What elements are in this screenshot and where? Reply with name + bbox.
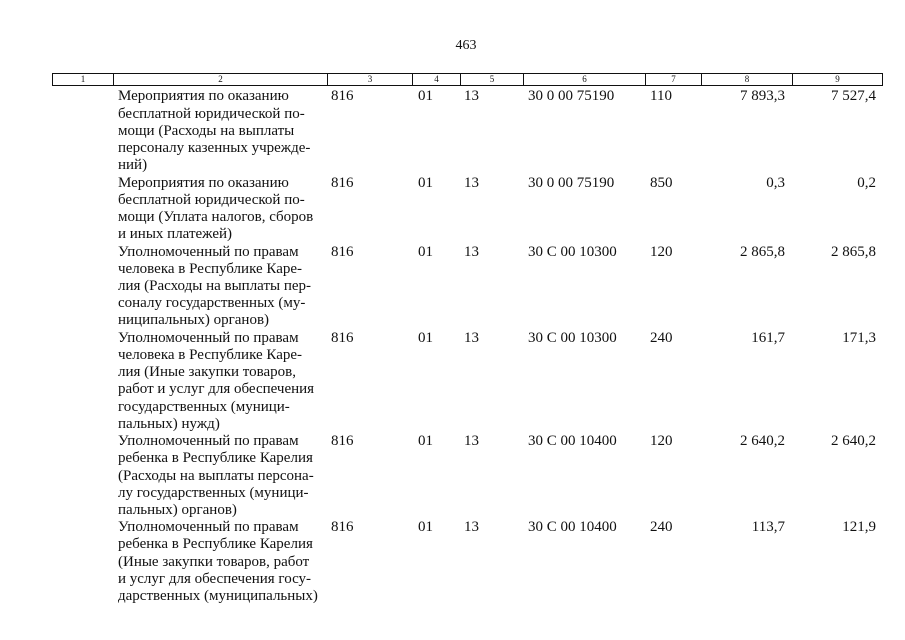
row-name-line: лу государственных (муници- xyxy=(118,484,309,501)
cell-col-7: 240 xyxy=(650,329,673,346)
row-name-line: ребенка в Республике Карелия xyxy=(118,450,313,467)
row-name-line: мощи (Расходы на выплаты xyxy=(118,122,295,139)
row-name-line: человека в Республике Каре- xyxy=(118,260,303,277)
cell-col-9: 2 865,8 xyxy=(831,243,876,260)
row-name-line: пальных) органов) xyxy=(118,502,237,519)
header-cell-9: 9 xyxy=(792,74,882,85)
cell-col-7: 120 xyxy=(650,243,673,260)
cell-col-3: 816 xyxy=(331,519,354,536)
row-name xyxy=(118,330,328,433)
cell-col-8: 0,3 xyxy=(766,174,785,191)
row-name-line: ниципальных) органов) xyxy=(118,312,270,329)
row-name xyxy=(118,244,328,330)
row-name-line: Мероприятия по оказанию xyxy=(118,174,289,191)
row-name-line: (Иные закупки товаров, работ xyxy=(118,553,310,570)
row-name-line: персоналу казенных учрежде- xyxy=(118,140,311,157)
cell-col-3: 816 xyxy=(331,174,354,191)
cell-col-5: 13 xyxy=(464,174,479,191)
cell-col-3: 816 xyxy=(331,433,354,450)
cell-col-7: 110 xyxy=(650,88,672,105)
header-cell-8: 8 xyxy=(701,74,792,85)
row-name xyxy=(118,519,328,605)
cell-col-6: 30 0 00 75190 xyxy=(528,88,615,105)
table-body xyxy=(0,88,905,605)
header-cell-1: 1 xyxy=(80,74,86,84)
row-name-line: лия (Иные закупки товаров, xyxy=(118,364,296,381)
cell-col-4: 01 xyxy=(418,519,433,536)
row-name-line: государственных (муници- xyxy=(118,398,290,415)
cell-col-8: 2 640,2 xyxy=(740,433,785,450)
table-row xyxy=(0,175,905,244)
row-name xyxy=(118,433,328,519)
cell-col-9: 2 640,2 xyxy=(831,433,876,450)
header-cell-7: 7 xyxy=(645,74,701,85)
cell-col-9: 0,2 xyxy=(857,174,876,191)
cell-col-4: 01 xyxy=(418,243,433,260)
cell-col-5: 13 xyxy=(464,519,479,536)
cell-col-4: 01 xyxy=(418,433,433,450)
cell-col-6: 30 0 00 75190 xyxy=(528,174,615,191)
row-name-line: человека в Республике Каре- xyxy=(118,346,303,363)
row-name-line: дарственных (муниципальных) xyxy=(118,588,318,605)
cell-col-5: 13 xyxy=(464,88,479,105)
cell-col-6: 30 С 00 10400 xyxy=(528,519,617,536)
row-name-line: ребенка в Республике Карелия xyxy=(118,536,313,553)
row-name-line: лия (Расходы на выплаты пер- xyxy=(118,277,312,294)
cell-col-3: 816 xyxy=(331,243,354,260)
cell-col-9: 121,9 xyxy=(842,519,876,536)
row-name-line: и иных платежей) xyxy=(118,226,233,243)
table-header xyxy=(52,73,883,86)
row-name xyxy=(118,88,328,174)
cell-col-4: 01 xyxy=(418,88,433,105)
cell-col-8: 161,7 xyxy=(751,329,785,346)
cell-col-6: 30 С 00 10400 xyxy=(528,433,617,450)
row-name-line: (Расходы на выплаты персона- xyxy=(118,467,314,484)
row-name-line: Уполномоченный по правам xyxy=(118,519,299,536)
table-row xyxy=(0,519,905,605)
cell-col-8: 2 865,8 xyxy=(740,243,785,260)
row-name xyxy=(118,175,328,244)
page-number: 463 xyxy=(455,38,477,53)
cell-col-8: 7 893,3 xyxy=(740,88,785,105)
row-name-line: и услуг для обеспечения госу- xyxy=(118,570,312,587)
cell-col-6: 30 С 00 10300 xyxy=(528,329,617,346)
row-name-line: Уполномоченный по правам xyxy=(118,243,299,260)
table-row xyxy=(0,433,905,519)
table-row xyxy=(0,244,905,330)
row-name-line: ний) xyxy=(118,157,148,174)
row-name-line: Мероприятия по оказанию xyxy=(118,88,289,105)
cell-col-5: 13 xyxy=(464,433,479,450)
header-cell-3: 3 xyxy=(327,74,412,85)
row-name-line: бесплатной юридической по- xyxy=(118,191,305,208)
cell-col-9: 171,3 xyxy=(842,329,876,346)
header-cell-2: 2 xyxy=(113,74,327,85)
cell-col-5: 13 xyxy=(464,329,479,346)
cell-col-4: 01 xyxy=(418,174,433,191)
header-cell-5: 5 xyxy=(460,74,523,85)
header-cell-4: 4 xyxy=(412,74,460,85)
row-name-line: соналу государственных (му- xyxy=(118,295,306,312)
row-name-line: мощи (Уплата налогов, сборов xyxy=(118,209,314,226)
table-row xyxy=(0,88,905,174)
cell-col-6: 30 С 00 10300 xyxy=(528,243,617,260)
row-name-line: бесплатной юридической по- xyxy=(118,105,305,122)
cell-col-3: 816 xyxy=(331,88,354,105)
row-name-line: пальных) нужд) xyxy=(118,415,220,432)
cell-col-3: 816 xyxy=(331,329,354,346)
cell-col-7: 240 xyxy=(650,519,673,536)
cell-col-4: 01 xyxy=(418,329,433,346)
row-name-line: Уполномоченный по правам xyxy=(118,329,299,346)
cell-col-9: 7 527,4 xyxy=(831,88,876,105)
cell-col-8: 113,7 xyxy=(751,519,785,536)
table-row xyxy=(0,330,905,433)
cell-col-7: 120 xyxy=(650,433,673,450)
cell-col-5: 13 xyxy=(464,243,479,260)
row-name-line: Уполномоченный по правам xyxy=(118,433,299,450)
header-cell-6: 6 xyxy=(523,74,645,85)
row-name-line: работ и услуг для обеспечения xyxy=(118,381,315,398)
cell-col-7: 850 xyxy=(650,174,673,191)
